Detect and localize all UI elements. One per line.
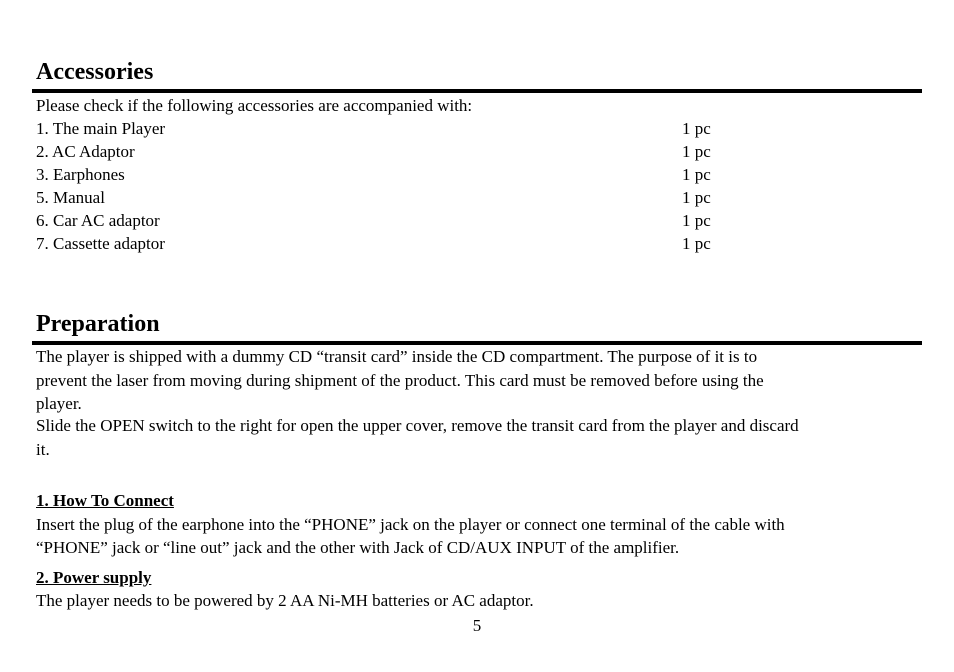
item-qty: 1 pc (682, 142, 711, 161)
preparation-para2-line: Slide the OPEN switch to the right for open the upper cover, remove the transit card from the player and discard (36, 416, 799, 435)
list-item (36, 209, 160, 232)
how-to-connect-line: “PHONE” jack or “line out” jack and the other with Jack of CD/AUX INPUT of the amplifier. (36, 538, 680, 557)
item-name: 7. Cassette adaptor (36, 234, 165, 253)
item-name: 3. Earphones (36, 165, 125, 184)
preparation-para1-line: prevent the laser from moving during shipment of the product. This card must be removed before using the (36, 371, 764, 390)
list-item (36, 117, 165, 140)
how-to-connect-heading: 1. How To Connect (36, 491, 174, 510)
accessories-rule (32, 89, 922, 93)
item-qty: 1 pc (682, 211, 711, 230)
preparation-title: Preparation (36, 311, 160, 337)
power-supply-heading: 2. Power supply (36, 568, 152, 587)
item-qty: 1 pc (682, 119, 711, 138)
preparation-para1-line: The player is shipped with a dummy CD “transit card” inside the CD compartment. The purpose of it is to (36, 347, 758, 366)
power-supply-line: The player needs to be powered by 2 AA Ni-MH batteries or AC adaptor. (36, 591, 534, 610)
list-item (36, 186, 105, 209)
item-qty: 1 pc (682, 188, 711, 207)
page-number: 5 (472, 616, 482, 635)
item-name: 6. Car AC adaptor (36, 211, 160, 230)
preparation-para2-line: it. (36, 440, 50, 459)
item-name: 5. Manual (36, 188, 105, 207)
item-name: 2. AC Adaptor (36, 142, 135, 161)
list-item (36, 232, 165, 255)
preparation-para1-line: player. (36, 394, 82, 413)
item-qty: 1 pc (682, 165, 711, 184)
how-to-connect-line: Insert the plug of the earphone into the “PHONE” jack on the player or connect one terminal of the cable with (36, 515, 785, 534)
accessories-title: Accessories (36, 59, 154, 85)
list-item (36, 140, 135, 163)
accessories-intro: Please check if the following accessories are accompanied with: (36, 96, 473, 115)
item-qty: 1 pc (682, 234, 711, 253)
item-name: 1. The main Player (36, 119, 166, 138)
list-item (36, 163, 125, 186)
